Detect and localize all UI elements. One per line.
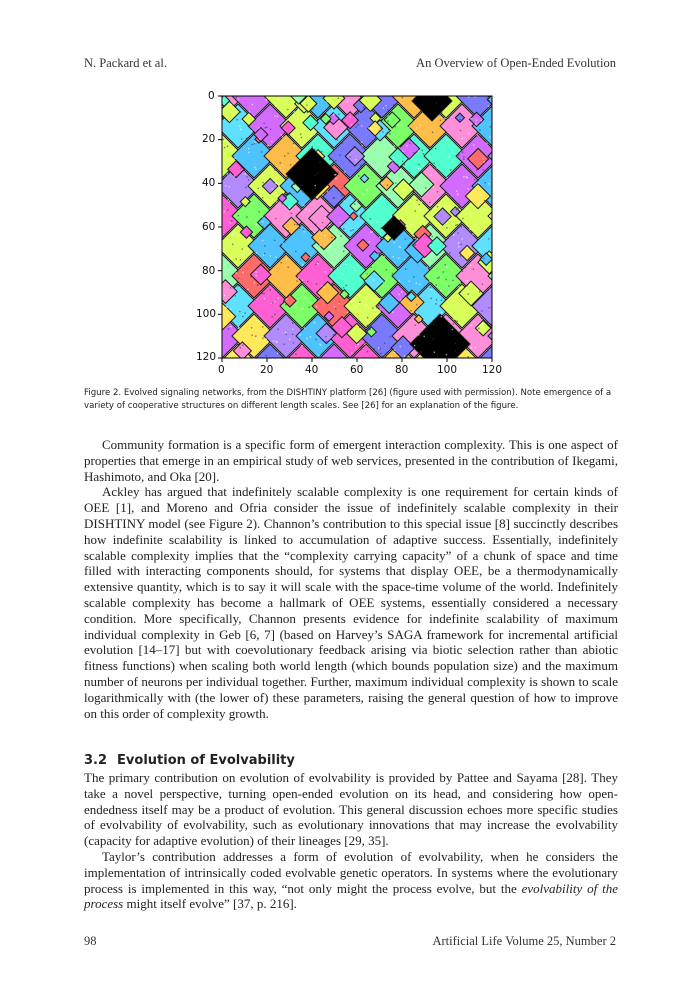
paragraph — [84, 849, 618, 912]
page-number: 98 — [84, 934, 97, 948]
network-tile — [504, 284, 520, 328]
network-tile — [504, 84, 520, 88]
network-tile — [472, 84, 516, 88]
section-body — [84, 770, 618, 912]
paragraph-text: might itself evolve” [37, p. 216]. — [123, 896, 297, 912]
paragraph: The primary contribution on evolution of evolvability is provided by Pattee and Sayama [28]. They take a novel perspective, turning open-ended evolution on its head, and considering how open-endedness itself may be a product of evolution. This general discussion echoes more specific studies of evolvability of evolvability, such as evolutionary innovations that may increase the evolvability (capacity for adaptive evolution) of their lineages [29, 35]. — [84, 770, 618, 849]
journal-info: Artificial Life Volume 25, Number 2 — [432, 934, 616, 948]
emphasis-text: evolvability of the process — [84, 880, 618, 912]
y-tick-label: 20 — [202, 133, 216, 145]
network-tile — [488, 194, 520, 238]
section-heading — [84, 753, 295, 768]
body-text — [84, 437, 618, 721]
network-tile — [376, 84, 420, 88]
y-tick-label: 0 — [208, 90, 215, 102]
network-tile — [488, 84, 520, 118]
x-tick-label: 40 — [305, 364, 319, 376]
y-tick-label: 100 — [196, 308, 217, 320]
x-tick-label: 80 — [395, 364, 409, 376]
network-tile — [248, 84, 292, 88]
running-header-authors: N. Packard et al. — [84, 56, 167, 70]
x-tick-label: 100 — [437, 364, 458, 376]
network-tile — [504, 224, 520, 268]
running-header-title: An Overview of Open-Ended Evolution — [416, 56, 616, 70]
x-tick-label: 20 — [260, 364, 274, 376]
figure-2 — [180, 84, 520, 380]
network-tile — [184, 84, 228, 88]
y-tick-label: 60 — [202, 221, 216, 233]
network-tile — [440, 84, 484, 88]
network-tile — [184, 284, 228, 328]
paragraph-text: Taylor’s contribution addresses a form of evolution of evolvability, when he considers the implementation of intrinsically coded evolvable genetic operators. In systems where the evolutionary process is implemented in this way, “not only might the process evolve, but the — [84, 848, 618, 896]
network-tile — [344, 84, 388, 88]
network-tile — [504, 164, 520, 208]
network-tile — [312, 84, 356, 88]
section-title: Evolution of Evolvability — [117, 753, 295, 768]
x-tick-label: 60 — [350, 364, 364, 376]
figure-caption: Figure 2. Evolved signaling networks, from the DISHTINY platform [26] (figure used with permission). Note emergence of a variety of cooperative structures on different length scales. See [26] for an explanation of the figure. — [84, 388, 612, 411]
y-tick-label: 40 — [202, 177, 216, 189]
network-tile — [488, 314, 520, 358]
paragraph: Ackley has argued that indefinitely scalable complexity is one requirement for certain kinds of OEE [1], and Moreno and Ofria consider the issue of indefinitely scalable complexity in their DISHTINY model (see Figure 2). Channon’s contribution to this special issue [8] succinctly describes how indefinite scalability is linked to accumulation of adaptive success. Essentially, indefinitely scalable complexity implies that the “complexity carrying capacity” of a chunk of space and time filled with interacting components should, for systems that display OEE, be a thermodynamically extensive quantity, which is to say it will scale with the space-time volume of the world. Indefinitely scalable complexity has become a hallmark of OEE systems, essentially considered a necessary condition. More specifically, Channon presents evidence for indefinite scalability of maximum individual complexity in Geb [6, 7] (based on Harvey’s SAGA framework for incremental artificial evolution [14–17] but with coevolutionary feedback arising via biotic selection rather than abiotic fitness functions) when scaling both world length (which bounds population size) and the maximum number of neurons per individual together. Further, maximum individual complexity is shown to scale logarithmically with (the lower of) these parameters, raising the general question of how to improve on this order of complexity growth. — [84, 484, 618, 721]
section-number: 3.2 — [84, 753, 108, 768]
x-tick-label: 0 — [218, 364, 225, 376]
signaling-network-plot — [180, 84, 520, 380]
network-tile — [488, 134, 520, 178]
paragraph: Community formation is a specific form of emergent interaction complexity. This is one aspect of properties that emerge in an empirical study of web services, presented in the contribution of Ikegami, Hashimoto, and Oka [20]. — [84, 437, 618, 484]
y-tick-label: 80 — [202, 265, 216, 277]
network-tile — [504, 344, 520, 380]
y-tick-label: 120 — [196, 351, 217, 363]
network-tile — [408, 84, 452, 88]
network-tile — [216, 84, 260, 88]
network-tile — [488, 254, 520, 298]
x-tick-label: 120 — [482, 364, 503, 376]
network-tile — [504, 104, 520, 148]
network-tile — [280, 84, 324, 88]
